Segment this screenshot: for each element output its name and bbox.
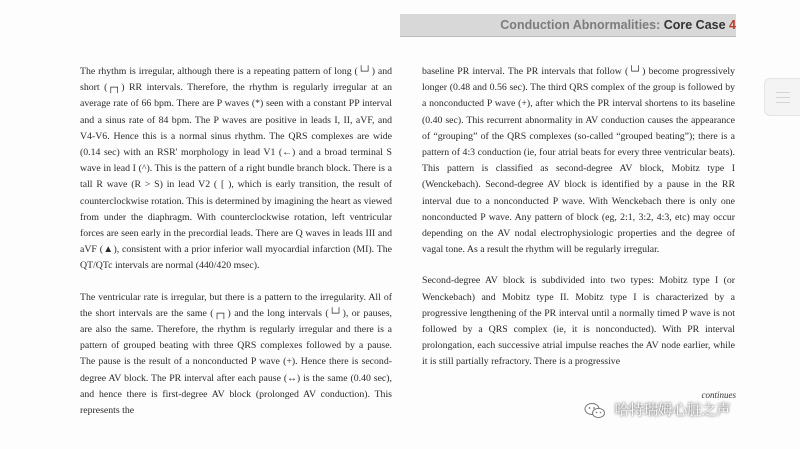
watermark	[584, 400, 731, 422]
header-rule	[400, 36, 736, 37]
header-section: Conduction Abnormalities:	[500, 18, 661, 32]
watermark-text: 哈特瑞姆心脏之声	[614, 403, 731, 419]
right-paragraph-1: baseline PR interval. The PR intervals that follow (└┘) become progressively longer (0.48 and 0.56 sec). The third QRS complex of the group is followed by a nonconducted P wave (+), after which the PR interval shortens to its baseline (0.40 sec). This recurrent abnormality in AV conduction causes the appearance of “grouping” of the QRS complexes (so-called “grouped beating”); there is a pattern of 4:3 conduction (ie, four atrial beats for every three ventricular beats). This pattern is classified as second-degree AV block, Mobitz type I (Wenckebach). Second-degree AV block is identified by a pause in the RR interval due to a nonconducted P wave. With Wenckebach there is only one nonconducted P wave. Any pattern of block (eg, 2:1, 3:2, 4:3, etc) may occur depending on the AV nodal electrophysiologic properties and the degree of vagal tone. As a result the rhythm will be regularly irregular.	[422, 66, 735, 256]
header-case-number: 4	[729, 18, 736, 32]
right-column	[422, 64, 735, 371]
left-paragraph-1: The rhythm is irregular, although there is a repeating pattern of long (└┘) and short (┌┐) RR intervals. Therefore, the rhythm is regularly irregular at an average rate of 66 bpm. There are P waves (*) seen with a constant PP interval and a sinus rate of 84 bpm. The P waves are positive in leads I, II, aVF, and V4-V6. Hence this is a normal sinus rhythm. The QRS complexes are wide (0.14 sec) with an RSR' morphology in lead V1 (←) and a broad terminal S wave in lead I (^). This is the pattern of a right bundle branch block. There is a tall R wave (R > S) in lead V2 ( [ ), which is early transition, the result of counterclockwise rotation. This is determined by imagining the heart as viewed from under the diaphragm. With counterclockwise rotation, left ventricular forces are seen early in the precordial leads. There are Q waves in leads III and aVF (▲), consistent with a prior inferior wall myocardial infarction (MI). The QT/QTc intervals are normal (440/420 msec).	[80, 66, 392, 272]
continues-label: continues	[701, 390, 736, 400]
left-column	[80, 64, 392, 419]
side-menu-tab[interactable]	[764, 78, 800, 116]
wechat-icon	[584, 402, 606, 420]
right-paragraph-2: Second-degree AV block is subdivided into two types: Mobitz type I (or Wenckebach) and Mobitz type II. Mobitz type I is characterized by a progressive lengthening of the PR interval until a normally timed P wave is not followed by a QRS complex (ie, it is nonconducted). With PR interval prolongation, each successive atrial impulse reaches the AV node earlier, while it is still partially refractory. There is a progressive	[422, 275, 735, 368]
running-header	[500, 15, 736, 35]
left-paragraph-2: The ventricular rate is irregular, but there is a pattern to the irregularity. All of the short intervals are the same (┌┐) and the long intervals (└┘), or pauses, are also the same. Therefore, the rhythm is regularly irregular and there is a pattern of grouped beating with three QRS complexes followed by a pause. The pause is the result of a nonconducted P wave (+). Hence there is second-degree AV block. The PR interval after each pause (↔) is the same (0.40 sec), and hence there is first-degree AV block (prolonged AV conduction). This represents the	[80, 291, 392, 417]
header-case-label: Core Case	[663, 18, 726, 32]
